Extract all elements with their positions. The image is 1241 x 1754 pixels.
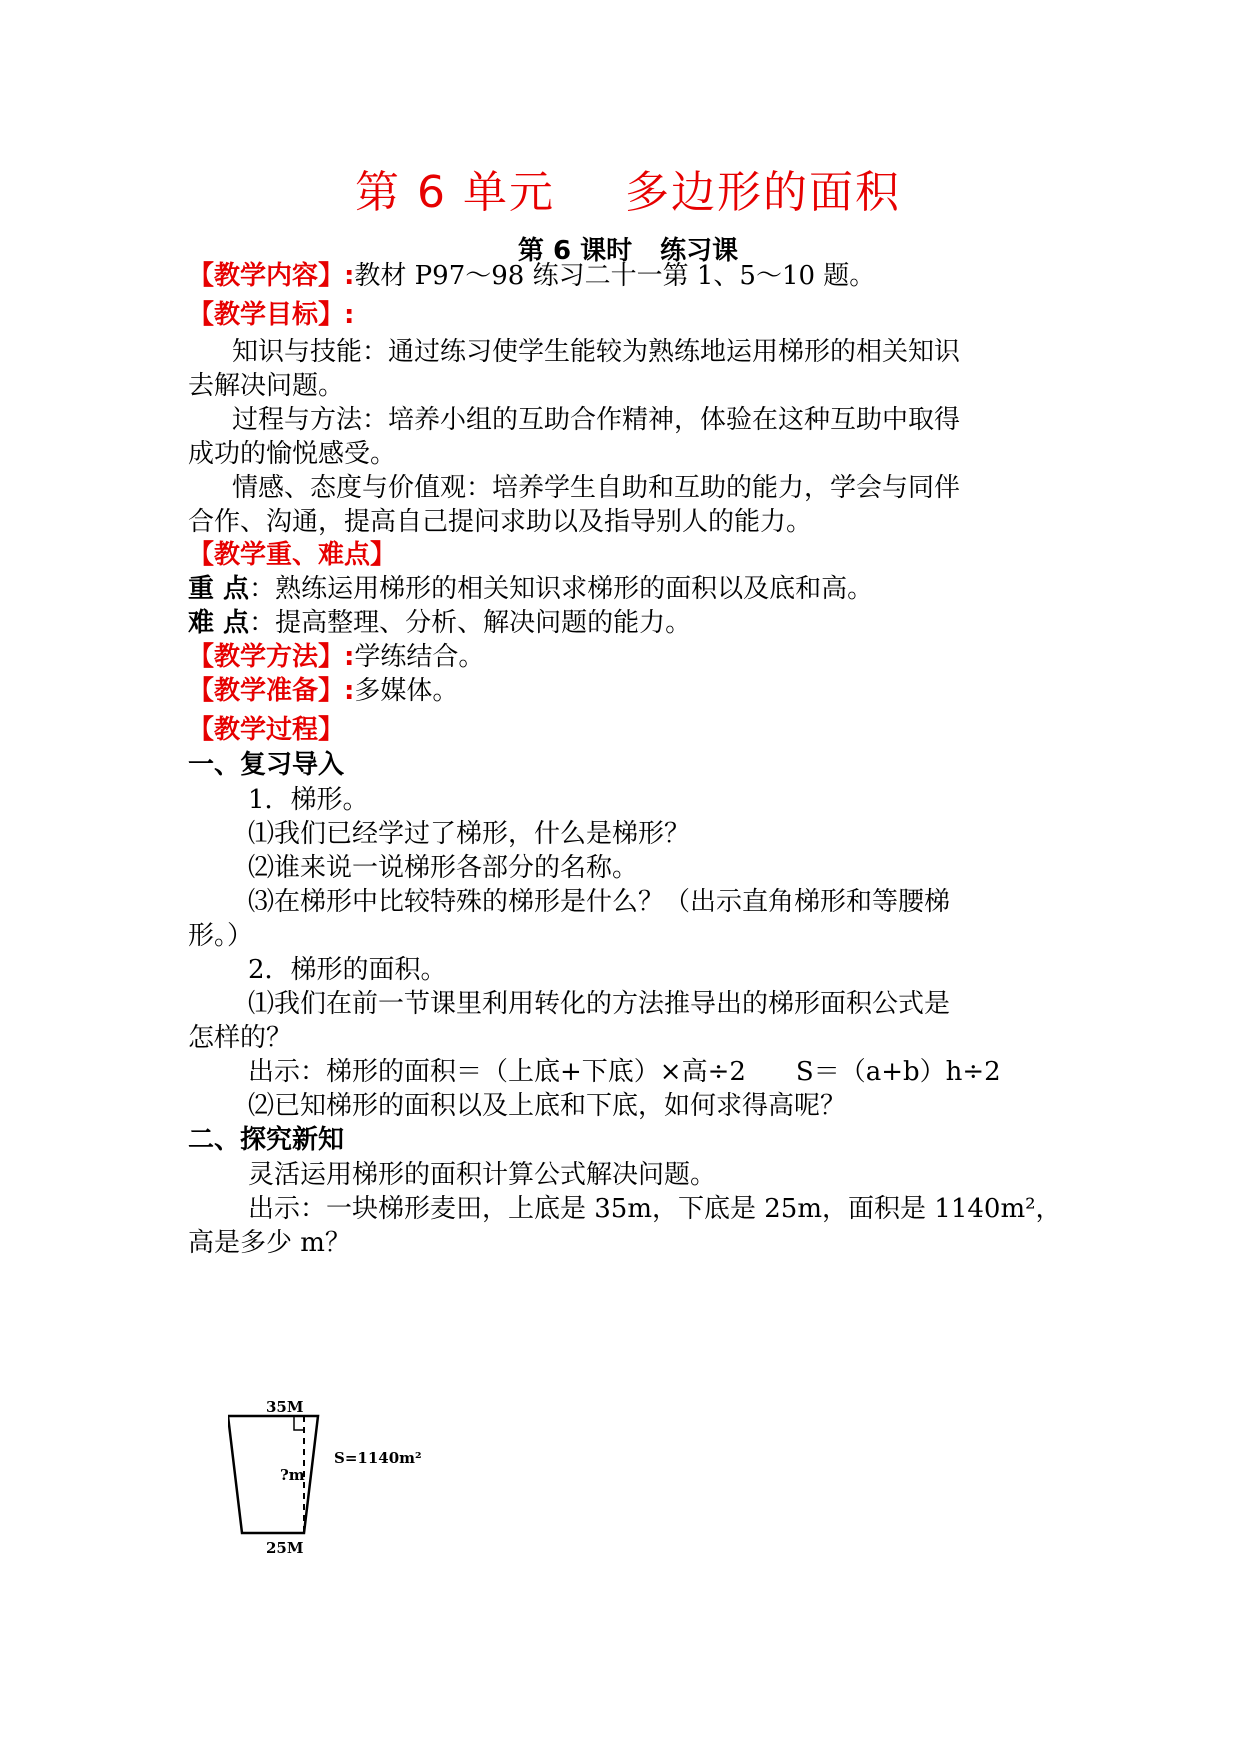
objective-line: 成功的愉悦感受。 bbox=[188, 439, 397, 469]
problem-text: 出示：一块梯形麦田，上底是 35m，下底是 25m，面积是 1140m²， bbox=[248, 1194, 1062, 1224]
formula-line: 出示：梯形的面积＝（上底+下底）×高÷2 S＝（a+b）h÷2 bbox=[248, 1057, 1001, 1087]
list-item: ⑶在梯形中比较特殊的梯形是什么？（出示直角梯形和等腰梯 bbox=[248, 887, 951, 917]
list-item: 2．梯形的面积。 bbox=[248, 955, 447, 985]
process-heading: 【教学过程】 bbox=[188, 715, 345, 745]
objective-line: 知识与技能：通过练习使学生能较为熟练地运用梯形的相关知识 bbox=[232, 337, 961, 367]
problem-text: 高是多少 m？ bbox=[188, 1228, 351, 1258]
objective-line: 情感、态度与价值观：培养学生自助和互助的能力，学会与同伴 bbox=[232, 473, 961, 503]
key-point: 重 点：熟练运用梯形的相关知识求梯形的面积以及底和高。 bbox=[188, 574, 874, 604]
objectives-heading: 【教学目标】: bbox=[188, 300, 355, 330]
lesson-number: 第 6 课时 bbox=[517, 236, 633, 266]
lesson-type: 练习课 bbox=[660, 236, 739, 266]
keypoints-heading: 【教学重、难点】 bbox=[188, 540, 397, 570]
difficult-point: 难 点：提高整理、分析、解决问题的能力。 bbox=[188, 608, 692, 638]
bottom-base-label: 25M bbox=[266, 1539, 304, 1557]
list-item: ⑴我们在前一节课里利用转化的方法推导出的梯形面积公式是 bbox=[248, 989, 951, 1019]
section-heading: 二、探究新知 bbox=[188, 1125, 345, 1155]
list-item: 怎样的？ bbox=[188, 1023, 293, 1053]
list-item: 灵活运用梯形的面积计算公式解决问题。 bbox=[248, 1160, 717, 1190]
teaching-prep: 【教学准备】:多媒体。 bbox=[188, 676, 459, 706]
list-item: ⑴我们已经学过了梯形，什么是梯形？ bbox=[248, 819, 691, 849]
unit-label: 第 6 单元 bbox=[355, 167, 555, 218]
list-item: ⑵谁来说一说梯形各部分的名称。 bbox=[248, 853, 639, 883]
teaching-content: 【教学内容】:教材 P97～98 练习二十一第 1、5～10 题。 bbox=[188, 261, 876, 291]
teaching-method: 【教学方法】:学练结合。 bbox=[188, 642, 485, 672]
top-base-label: 35M bbox=[266, 1398, 304, 1416]
trapezoid-diagram bbox=[228, 1398, 488, 1568]
page-title bbox=[188, 156, 1068, 220]
objective-line: 合作、沟通，提高自己提问求助以及指导别人的能力。 bbox=[188, 507, 813, 537]
list-item: ⑵已知梯形的面积以及上底和下底，如何求得高呢？ bbox=[248, 1091, 847, 1121]
section-heading: 一、复习导入 bbox=[188, 750, 345, 780]
list-item: 形。） bbox=[188, 921, 254, 951]
list-item: 1．梯形。 bbox=[248, 785, 369, 815]
unit-name: 多边形的面积 bbox=[624, 167, 901, 218]
area-label: S=1140m² bbox=[334, 1449, 422, 1467]
objective-line: 过程与方法：培养小组的互助合作精神，体验在这种互助中取得 bbox=[232, 405, 961, 435]
right-angle-mark bbox=[294, 1416, 304, 1430]
objective-line: 去解决问题。 bbox=[188, 371, 345, 401]
height-label: ?m bbox=[280, 1466, 305, 1484]
